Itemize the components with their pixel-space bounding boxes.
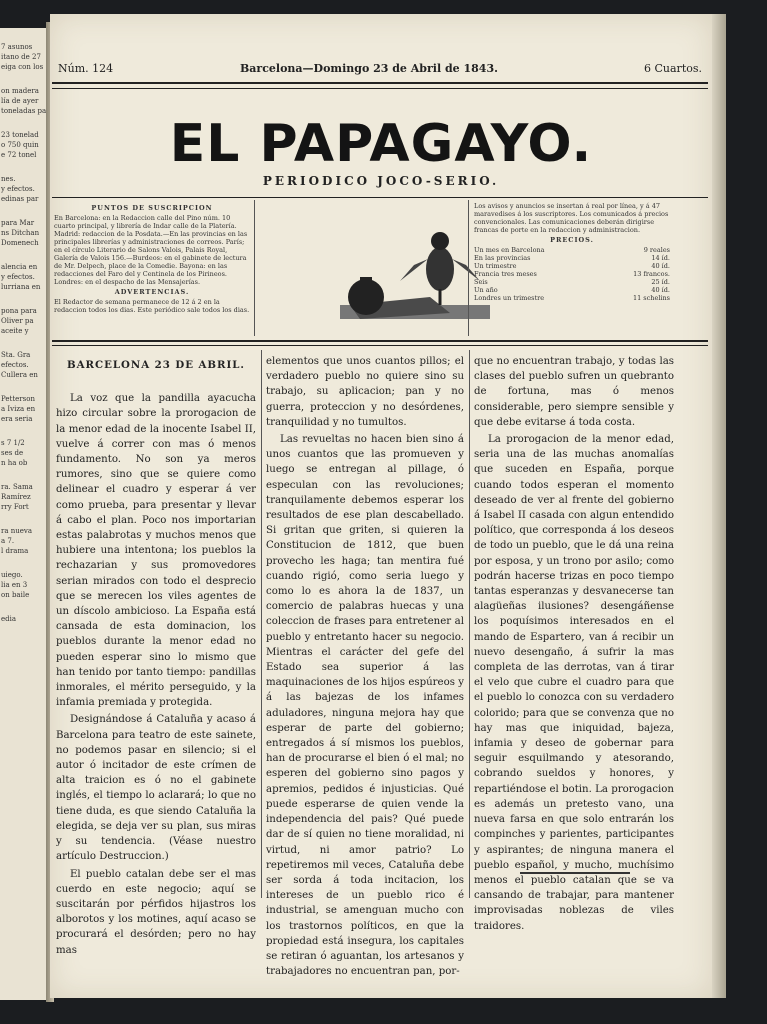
price-label: Un trimestre (474, 262, 517, 270)
rule-info-bottom (52, 340, 708, 342)
price-label: Londres un trimestre (474, 294, 545, 302)
rule-info-top (52, 197, 708, 198)
paragraph: El pueblo catalan debe ser el mas cuerdo en este negocio; aquí se suscitarán por pérfidos hijastros los alborotos y los motines, aquí acaso se procurará el desórden; pero no hay mas (56, 868, 256, 956)
left-page-text: y efectos. (1, 185, 35, 193)
left-page-text: eiga con los (1, 63, 44, 71)
left-page-text: efectos. (1, 361, 29, 369)
left-page-text: nes. (1, 175, 16, 183)
prices-heading: PRECIOS. (550, 236, 594, 244)
price-row (474, 294, 670, 302)
left-page-text: lurriana en (1, 283, 41, 291)
rule-top (52, 82, 708, 84)
paragraph: Designándose á Cataluña y acaso á Barcelona para teatro de este sainete, no podemos pasar en silencio; si el autor ó incitador de este crímen de alta traicion es ó no el gabinete inglés, el tiempo lo aclarará; lo que no tiene duda, es que siendo Cataluña la elegida, se deja ver su plan, sus miras y su tendencia. (Véase nuestro artículo Destruccion.) (56, 714, 256, 863)
price-row (474, 270, 670, 278)
left-page-text: Oliver pa (1, 317, 34, 325)
left-page-text: n ha ob (1, 459, 28, 467)
masthead-title: EL PAPAGAYO. (169, 114, 593, 174)
left-page-text: Sta. Gra (1, 351, 31, 359)
left-page-text: uiego. (1, 571, 23, 579)
price-row (474, 262, 670, 270)
left-page-text: para Mar (1, 219, 35, 227)
left-page-text: aceite y (1, 327, 29, 335)
left-page-text: e 72 tonel (1, 151, 37, 159)
paragraph: Las revueltas no hacen bien sino á unos cuantos que las promueven y luego se entregan al pillage, ó especulan con las revoluciones; tranquilamente debemos esperar los resultados de ese plan descabellado. Si gritan que griten, si quieren la Constitucion de 1812, que buen provecho les haga; tan mentira fué cuando rigió, como seria luego y como lo es ahora la de 1837, un comercio de palabras huecas y una coleccion de frases para entretener al pueblo y entretanto hacer su negocio. Mientras el carácter del gefe del Estado sea superior á las maquinaciones de los hijos espúreos y á las bajezas de los infames aduladores, ninguna mejora hay que esperar de parte del gobierno; entregados á sí mismos los pueblos, han de procurarse el bien ó el mal; no esperen del gobierno sino pagos y apremios, pedidos é injusticias. Qué puede esperarse de quien vende la independencia del pais? Qué puede dar de sí quien no tiene moralidad, ni virtud, ni amor patrio? Lo repetiremos mil veces, Cataluña debe ser sorda á toda incitacion, los intereses de un pueblo rico é industrial, se amenguan mucho con los trastornos políticos, en que la propiedad está insegura, los capitales se retiran ó aguantan, los artesanos y trabajadores no encuentran pan, por- (266, 434, 464, 978)
left-page-text: ra. Sama (1, 483, 33, 491)
left-page-text: ses de (1, 449, 24, 457)
left-page-text: Domenech (1, 239, 39, 247)
left-page-text: pona para (1, 307, 37, 315)
price-row (474, 278, 670, 286)
paragraph: La prorogacion de la menor edad, seria una de las muchas anomalías que suceden en España, porque cuando todos esperan el momento deseado de ver al frente del gobierno á Isabel II casada con algun entendido político, que corresponda á los deseos de todo un pueblo, que le dá una reina por esposa, y un trono por asilo; como podrán hacerse trizas en poco tiempo tantas esperanzas y desvanecerse tan alagüeñas ilusiones? desengáñense los poquísimos interesados en el mando de Espartero, van á recibir un nuevo desengaño, á sufrir la mas completa de las derrotas, van á tirar el velo que cubre el cuadro para que el pueblo lo conozca con su verdadero colorido; para que se convenza que no hay mas que iniquidad, bajeza, infamia y deseo de gobernar para seguir esquilmando y atesorando, cobrando sueldos y honores, y repartiéndose el botin. La prorogacion es además un pretesto vano, una nueva farsa en que solo entrarán los compinches y parientes, participantes y aspirantes; de ninguna manera el pueblo español, y mucho, muchísimo menos el pueblo catalan que se va cansando de trabajar, para mantener improvisadas noblezas de viles traidores. (474, 434, 674, 932)
left-page-text: itano de 27 (1, 53, 41, 61)
price-label: Seis (474, 278, 488, 286)
divider (254, 200, 255, 336)
left-page-text: on madera (1, 87, 39, 95)
price-value: 9 reales (643, 246, 670, 254)
issue-number: Núm. 124 (58, 62, 114, 75)
left-page-text: era seria (1, 415, 33, 423)
left-page-text: edia (1, 615, 17, 623)
price-label: Un mes en Barcelona (474, 246, 545, 254)
left-page-text: Petterson (1, 395, 35, 403)
notices-text: Los avisos y anuncios se insertan á real por línea, y á 47 maravedises á los suscriptores. Los comunicados á precios convencionales. Las comunicaciones deberán dirigirse francas de porte en la redaccion y administracion. (474, 202, 669, 234)
price-label: En las provincias (474, 254, 531, 262)
left-page-text: on baile (1, 591, 30, 599)
left-page-text: o 750 quin (1, 141, 39, 149)
price-value: 25 íd. (651, 278, 670, 286)
left-page-text: l drama (1, 547, 29, 555)
left-page-text: lía de ayer (1, 97, 39, 105)
rule-info-bottom-thin (52, 345, 708, 346)
prices-table (474, 246, 670, 302)
price-row (474, 254, 670, 262)
divider (468, 200, 469, 336)
left-page-text: ns Ditchan (1, 229, 40, 237)
left-page-text: s 7 1/2 (1, 439, 25, 447)
left-page-text: lia en 3 (1, 581, 28, 589)
left-page-fragment (0, 28, 48, 1000)
subscription-heading: PUNTOS DE SUSCRIPCION (91, 204, 213, 212)
price-value: 11 schelins (632, 294, 670, 302)
left-page-text: toneladas pa (1, 107, 47, 115)
price-row (474, 286, 670, 294)
subscription-box (54, 202, 250, 332)
price-value: 13 francos. (633, 270, 670, 278)
notices-box (474, 202, 670, 332)
warnings-text: El Redactor de semana permanece de 12 á 2 en la redaccion todos los dias. Este periódico sale todos los dias. (54, 298, 250, 314)
left-page-text: rry Fort (1, 503, 29, 511)
price-row (474, 246, 670, 254)
column-divider (261, 350, 262, 898)
left-page-text: 23 tonelad (1, 131, 39, 139)
end-ornament (520, 872, 630, 874)
price-value: 40 íd. (651, 286, 670, 294)
issue-price: 6 Cuartos. (644, 62, 702, 75)
article-column-2 (266, 354, 464, 981)
newspaper-page (50, 14, 712, 998)
section-heading: BARCELONA 23 DE ABRIL. (67, 359, 245, 371)
warnings-heading: ADVERTENCIAS. (114, 288, 190, 296)
column-divider (469, 350, 470, 898)
left-page-text: y efectos. (1, 273, 35, 281)
paragraph: elementos que unos cuantos pillos; el verdadero pueblo no quiere sino su trabajo, su aplicacion; pan y no guerra, proteccion y no desórdenes, tranquilidad y no tumultos. (266, 356, 464, 428)
price-label: Un año (474, 286, 498, 294)
paragraph: La voz que la pandilla ayacucha hizo circular sobre la prorogacion de la menor edad de la inocente Isabel II, vuelve á correr con mas ó menos fundamento. No son ya meros rumores, sino que se quiere como delinear el cuadro y esperar á ver como prueba, para presentar y llevar á cabo el plan. Poco nos importarian estas palabrotas y muchos menos que hubiere una intentona; los pueblos la rechazarian y sus promovedores serian mirados con todo el desprecio que se merecen los viles agentes de un díscolo ambicioso. La España está cansada de esta dominacion, los pueblos durante la menor edad no pueden esperar sino lo mismo que han tenido por tanto tiempo: pandillas inmorales, el mérito perseguido, y la infamia premiada y protegida. (56, 393, 256, 709)
rule-top-thin (52, 88, 708, 89)
left-page-text: a 7. (1, 537, 15, 545)
paragraph: que no encuentran trabajo, y todas las clases del pueblo sufren un quebranto de fortuna, mas ó menos considerable, pero siempre sensible y que debe evitarse á toda costa. (474, 356, 674, 428)
price-value: 40 íd. (651, 262, 670, 270)
left-page-text: Cullera en (1, 371, 38, 379)
page-edge (712, 14, 726, 998)
article-column-1 (56, 354, 256, 960)
left-page-text: ra nueva (1, 527, 33, 535)
left-page-text: a Iviza en (1, 405, 36, 413)
price-value: 14 íd. (651, 254, 670, 262)
left-page-text: 7 asunos (1, 43, 33, 51)
masthead-subtitle: PERIODICO JOCO-SERIO. (262, 174, 500, 188)
subscription-text: En Barcelona: en la Redaccion calle del Pino núm. 10 cuarto principal, y librería de Indar calle de la Platería. Madrid: redaccion de la Posdata.—En las provincias en las principales librerías y administraciones de correos. París; en el círculo Literario de Salons Valois, Palais Royal, Galería de Valois 156.—Burdeos: en el gabinete de lectura de Mr. Delpech, place de la Comedie. Bayona: en las redacciones del Faro del y Centinela de los Pirineos. Londres: en el despacho de las Mensajerías. (54, 214, 248, 286)
left-page-text: alencia en (1, 263, 38, 271)
dateline: Barcelona—Domingo 23 de Abril de 1843. (240, 62, 498, 75)
left-page-text: Ramírez (1, 493, 31, 501)
price-label: Francia tres meses (474, 270, 537, 278)
article-column-3 (474, 354, 674, 936)
left-page-text: edinas par (1, 195, 39, 203)
